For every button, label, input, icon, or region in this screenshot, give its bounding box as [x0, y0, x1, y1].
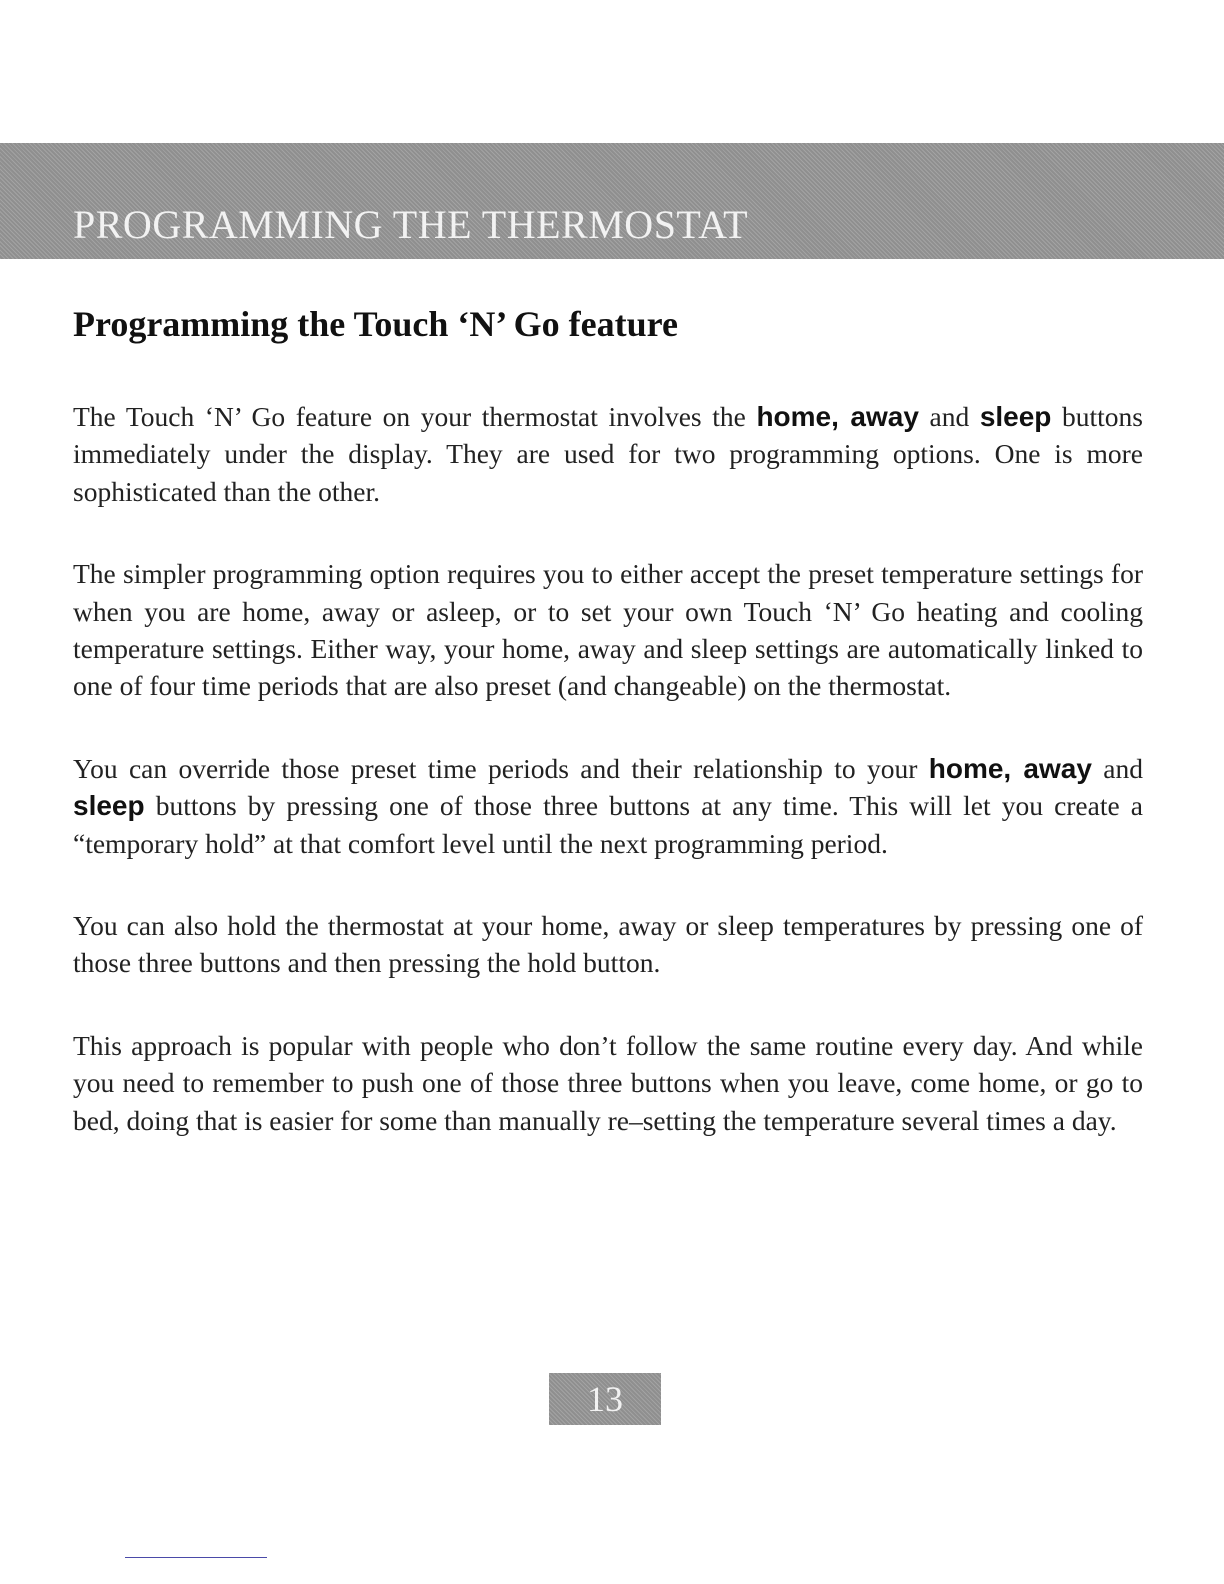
paragraph-1: [73, 398, 1143, 510]
page-header-title: PROGRAMMING THE THERMOSTAT: [73, 202, 749, 247]
paragraph-3: [73, 750, 1143, 862]
paragraph-3-text-b: and: [1091, 752, 1143, 784]
paragraph-2: The simpler programming option requires you to either accept the preset temperature settings for when you are home, away or asleep, or to set your own Touch ‘N’ Go heating and cooling temperature settings. Either way, your home, away and sleep settings are automatically linked to one of four time periods that are also preset (and changeable) on the thermostat.: [73, 558, 1143, 702]
footer-rule: [125, 1557, 267, 1558]
body-text: [73, 398, 1143, 1184]
paragraph-1-text-a: The Touch ‘N’ Go feature on your thermostat involves the: [73, 401, 757, 432]
paragraph-5: This approach is popular with people who don’t follow the same routine every day. And while you need to remember to push one of those three buttons when you leave, come home, or go to bed, doing that is easier for some than manually re–setting the temperature several times a day.: [73, 1029, 1143, 1136]
home-away-button-name: home, away: [756, 401, 919, 432]
page-number: 13: [587, 1379, 623, 1419]
sleep-button-name: sleep: [979, 401, 1052, 432]
paragraph-1-text-b: and: [918, 401, 980, 432]
paragraph-3-text-c: buttons by pressing one of those three buttons at any time. This will let you create a “temporary hold” at that comfort level until the next programming period.: [73, 790, 1143, 859]
home-away-button-name: home, away: [928, 752, 1092, 784]
paragraph-3-text-a: You can override those preset time periods and their relationship to your: [73, 752, 929, 784]
paragraph-1-text-c: buttons immediately under the display. They are used for two programming options. One is more sophisticated than the other.: [73, 401, 1144, 507]
page-number-box: [549, 1373, 661, 1425]
sleep-button-name: sleep: [73, 790, 145, 822]
section-heading: Programming the Touch ‘N’ Go feature: [73, 304, 678, 344]
paragraph-4: You can also hold the thermostat at your home, away or sleep temperatures by pressing one of those three buttons and then pressing the hold button.: [73, 910, 1143, 979]
